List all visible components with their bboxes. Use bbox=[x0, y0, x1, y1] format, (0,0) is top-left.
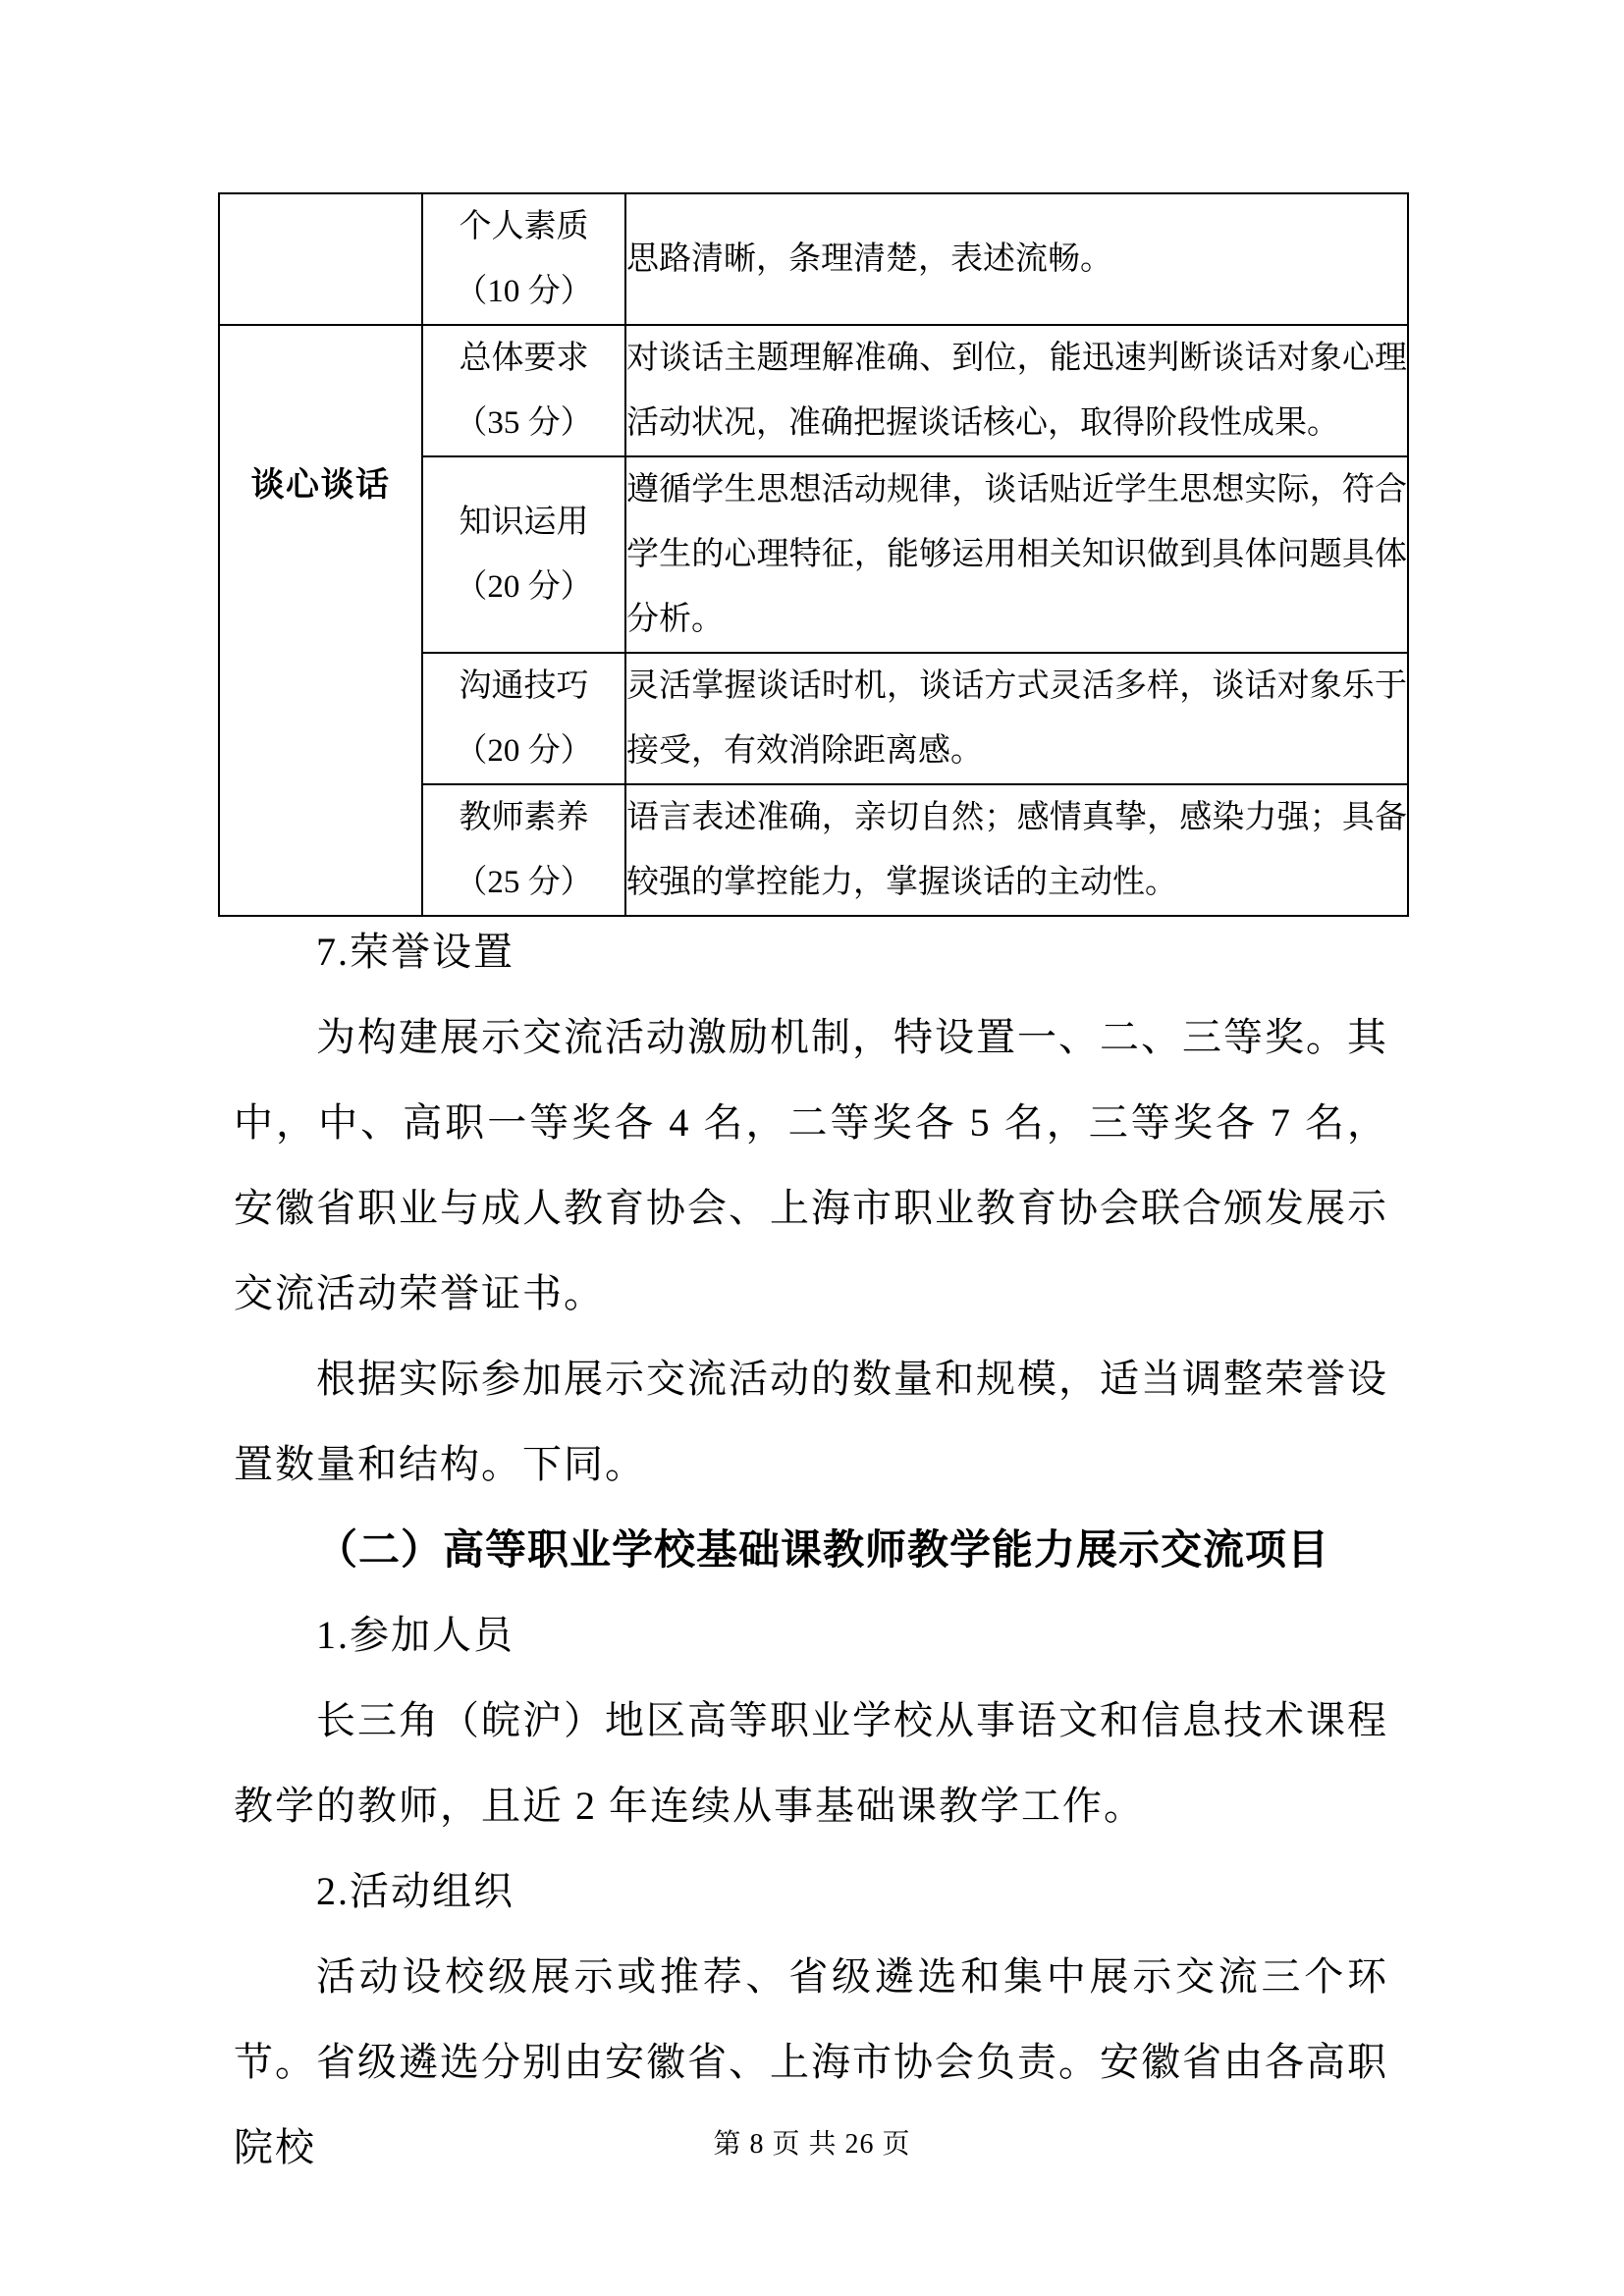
criterion-name: 知识运用 bbox=[459, 505, 589, 540]
group-cell bbox=[219, 325, 422, 916]
section-7-heading: 7.荣誉设置 bbox=[316, 930, 514, 974]
evaluation-score-table bbox=[218, 192, 1409, 917]
group-label: 谈心谈话 bbox=[250, 467, 391, 504]
para-organization: 活动设校级展示或推荐、省级遴选和集中展示交流三个环节。省级遴选分别由安徽省、上海市协会负责。安徽省由各高职院校 bbox=[234, 1954, 1388, 2169]
criterion-name: 沟通技巧 bbox=[459, 668, 589, 704]
item-1-heading: 1.参加人员 bbox=[316, 1613, 514, 1657]
group-cell-empty bbox=[219, 193, 422, 325]
criterion-cell bbox=[422, 193, 625, 325]
criterion-score: （20 分） bbox=[455, 569, 593, 605]
criterion-score: （20 分） bbox=[455, 733, 593, 769]
para-awards: 为构建展示交流活动激励机制，特设置一、二、三等奖。其中，中、高职一等奖各 4 名，二等奖各 5 名，三等奖各 7 名，安徽省职业与成人教育协会、上海市职业教育协会联合颁发展示交流活动荣誉证书。 bbox=[234, 1015, 1388, 1315]
criterion-name: 教师素养 bbox=[459, 800, 589, 835]
page-number: 第 8 页 共 26 页 bbox=[713, 2129, 911, 2160]
criterion-cell bbox=[422, 325, 625, 456]
criterion-cell bbox=[422, 784, 625, 916]
criterion-cell bbox=[422, 456, 625, 653]
criterion-score: （10 分） bbox=[455, 274, 593, 309]
para-participants: 长三角（皖沪）地区高等职业学校从事语文和信息技术课程教学的教师，且近 2 年连续从事基础课教学工作。 bbox=[234, 1698, 1388, 1828]
para-adjust: 根据实际参加展示交流活动的数量和规模，适当调整荣誉设置数量和结构。下同。 bbox=[234, 1357, 1388, 1486]
criterion-cell bbox=[422, 653, 625, 784]
criterion-name: 个人素质 bbox=[459, 209, 589, 244]
criterion-description: 对谈话主题理解准确、到位，能迅速判断谈话对象心理活动状况，准确把握谈话核心，取得阶段性成果。 bbox=[625, 325, 1408, 456]
criterion-name: 总体要求 bbox=[459, 341, 589, 376]
criterion-description: 灵活掌握谈话时机，谈话方式灵活多样，谈话对象乐于接受，有效消除距离感。 bbox=[625, 653, 1408, 784]
criterion-score: （25 分） bbox=[455, 865, 593, 900]
body-text bbox=[234, 909, 1388, 2190]
criterion-description: 遵循学生思想活动规律，谈话贴近学生思想实际，符合学生的心理特征，能够运用相关知识做到具体问题具体分析。 bbox=[625, 456, 1408, 653]
criterion-description: 语言表述准确，亲切自然；感情真挚，感染力强；具备较强的掌控能力，掌握谈话的主动性。 bbox=[625, 784, 1408, 916]
table-row bbox=[219, 193, 1408, 325]
section-2-heading: （二）高等职业学校基础课教师教学能力展示交流项目 bbox=[316, 1526, 1330, 1573]
table-row bbox=[219, 325, 1408, 456]
criterion-description: 思路清晰，条理清楚，表述流畅。 bbox=[625, 193, 1408, 325]
criterion-score: （35 分） bbox=[455, 405, 593, 441]
item-2-heading: 2.活动组织 bbox=[316, 1869, 514, 1913]
